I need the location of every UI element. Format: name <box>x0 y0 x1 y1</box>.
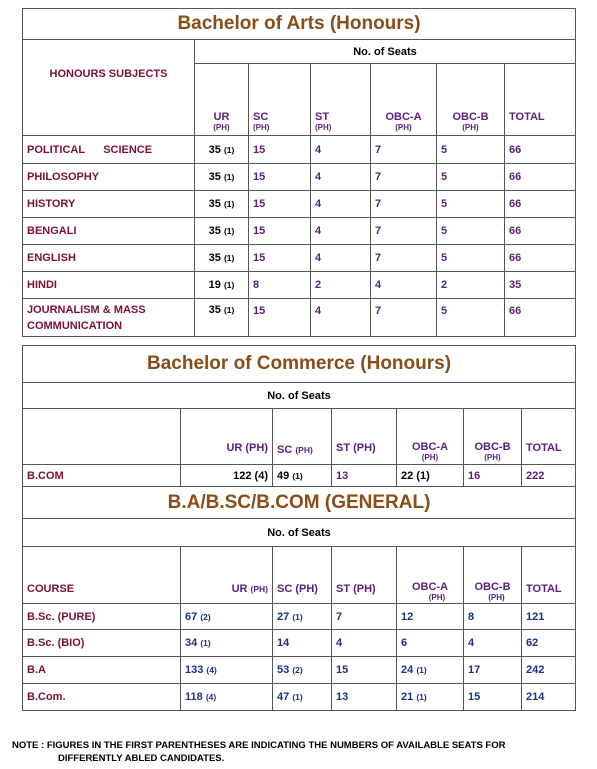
table-row: HISTORY 35 (1) 15 4 7 5 66 <box>23 191 576 218</box>
arts-title: Bachelor of Arts (Honours) <box>23 9 576 40</box>
table-row: B.A 133 (4) 53 (2) 15 24 (1) 17 242 <box>23 657 576 684</box>
general-title: B.A/B.SC/B.COM (GENERAL) <box>23 487 576 519</box>
table-row: HINDI 19 (1) 8 2 4 2 35 <box>23 272 576 299</box>
arts-header-obcb: OBC-B (PH) <box>437 64 505 136</box>
table-row: B.Sc. (PURE) 67 (2) 27 (1) 7 12 8 121 <box>23 604 576 630</box>
arts-table <box>22 8 576 337</box>
commerce-header-row: UR (PH) SC (PH) ST (PH) OBC-A (PH) OBC-B (PH) TOTAL <box>23 409 576 465</box>
arts-header-sc: SC (PH) <box>249 64 311 136</box>
arts-header-obca: OBC-A (PH) <box>371 64 437 136</box>
arts-header-ur: UR (PH) <box>195 64 249 136</box>
arts-subject-header: HONOURS SUBJECTS <box>23 40 195 136</box>
commerce-seats-label: No. of Seats <box>23 383 576 409</box>
commerce-general-table <box>22 345 576 711</box>
arts-seats-label: No. of Seats <box>195 40 576 64</box>
table-row: PHILOSOPHY 35 (1) 15 4 7 5 66 <box>23 164 576 191</box>
table-row: B.COM 122 (4) 49 (1) 13 22 (1) 16 222 <box>23 465 576 487</box>
general-seats-label: No. of Seats <box>23 519 576 547</box>
footnote-line-2: DIFFERENTLY ABLED CANDIDATES. <box>58 753 225 764</box>
arts-header-st: ST (PH) <box>311 64 371 136</box>
footnote-line-1: NOTE : FIGURES IN THE FIRST PARENTHESES ARE INDICATING THE NUMBERS OF AVAILABLE SEATS FOR <box>12 740 506 751</box>
table-row: ENGLISH 35 (1) 15 4 7 5 66 <box>23 245 576 272</box>
commerce-title: Bachelor of Commerce (Honours) <box>23 346 576 383</box>
general-header-row: COURSE UR (PH) SC (PH) ST (PH) OBC-A (PH) OBC-B (PH) TOTAL <box>23 547 576 604</box>
table-row: POLITICAL SCIENCE 35 (1) 15 4 7 5 66 <box>23 136 576 164</box>
table-row: JOURNALISM & MASS COMMUNICATION 35 (1) 15 4 7 5 66 <box>23 299 576 337</box>
table-row: B.Com. 118 (4) 47 (1) 13 21 (1) 15 214 <box>23 684 576 711</box>
arts-header-total: TOTAL <box>505 64 576 136</box>
table-row: BENGALI 35 (1) 15 4 7 5 66 <box>23 218 576 245</box>
table-row: B.Sc. (BIO) 34 (1) 14 4 6 4 62 <box>23 630 576 657</box>
footnote <box>12 739 587 765</box>
